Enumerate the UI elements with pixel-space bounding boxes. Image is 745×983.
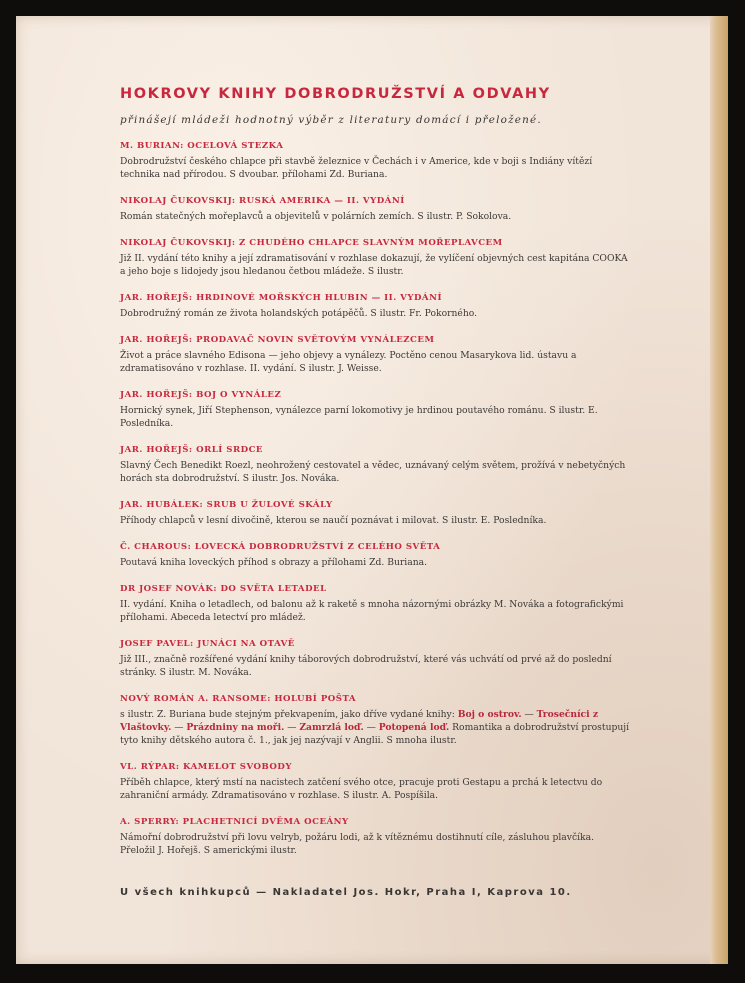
separator: — [521,709,537,720]
separator: — [363,722,379,733]
book-title-bold: Potopená loď. [378,722,450,733]
book-entry [120,444,630,485]
book-entry [120,693,630,747]
book-description: Dobrodružství českého chlapce při stavbě železnice v Čechách i v Americe, kde v boji s Indiány vítězí technika nad přírodou. S dvoubar. přílohami Zd. Buriana. [120,156,593,180]
book-heading: JAR. HOŘEJŠ: BOJ O VYNÁLEZ [120,390,282,400]
publisher-footer: U všech knihkupců — Nakladatel Jos. Hokr, Praha I, Kaprova 10. [120,887,572,898]
book-heading: JAR. HOŘEJŠ: ORLÍ SRDCE [120,445,263,455]
book-description: Slavný Čech Benedikt Roezl, neohrožený cestovatel a vědec, uznávaný celým světem, prožívá v nebetyčných horách sta dobrodružství. S ilustr. Jos. Nováka. [120,460,626,484]
spine-edge [710,16,728,964]
book-heading: A. SPERRY: PLACHETNICÍ DVĚMA OCEÁNY [120,817,349,827]
book-entry [120,583,630,624]
book-heading: JAR. HOŘEJŠ: PRODAVAČ NOVIN SVĚTOVÝM VYNÁLEZCEM [120,335,435,345]
book-entry [120,761,630,802]
book-entry [120,334,630,375]
catalog-content [120,86,630,898]
book-heading: JAR. HUBÁLEK: SRUB U ŽULOVÉ SKÁLY [120,500,333,510]
book-entry [120,292,630,320]
book-heading: DR JOSEF NOVÁK: DO SVĚTA LETADEL [120,584,327,594]
book-description: Poutavá kniha loveckých příhod s obrazy a přílohami Zd. Buriana. [120,557,428,568]
book-description: Příběh chlapce, který mstí na nacistech zatčení svého otce, pracuje proti Gestapu a prchá k letectvu do zahraniční armády. Zdramatisováno v rozhlase. S ilustr. A. Pospíšila. [120,777,603,801]
book-entry [120,541,630,569]
book-description: Příhody chlapců v lesní divočině, kterou se naučí poznávat i milovat. S ilustr. E. Posledníka. [120,515,547,526]
book-heading: NIKOLAJ ČUKOVSKIJ: RUSKÁ AMERIKA — II. VYDÁNÍ [120,196,405,206]
catalog-intro: přinášejí mládeži hodnotný výběr z literatury domácí i přeložené. [120,114,542,126]
book-cover [16,16,728,964]
description-text: s ilustr. Z. Buriana bude stejným překvapením, jako dříve vydané knihy: [120,709,458,720]
book-description: Život a práce slavného Edisona — jeho objevy a vynálezy. Poctěno cenou Masarykova lid. ústavu a zdramatisováno v rozhlase. II. vydání. S ilustr. J. Weisse. [120,350,577,374]
book-description: II. vydání. Kniha o letadlech, od balonu až k raketě s mnoha názornými obrázky M. Nováka a fotografickými přílohami. Abeceda letectví pro mládež. [120,599,624,623]
book-heading: NIKOLAJ ČUKOVSKIJ: Z CHUDÉHO CHLAPCE SLAVNÝM MOŘEPLAVCEM [120,238,503,248]
book-description [120,708,630,747]
book-description: Námořní dobrodružství při lovu velryb, požáru lodi, až k vítěznému dostihnutí cíle, zásluhou plavčíka. Přeložil J. Hořejš. S americkými ilustr. [120,832,595,856]
book-heading: NOVÝ ROMÁN A. RANSOME: HOLUBÍ POŠTA [120,694,357,704]
book-entry [120,140,630,181]
book-title-bold: Boj o ostrov. [457,709,522,720]
book-heading: JAR. HOŘEJŠ: HRDINOVÉ MOŘSKÝCH HLUBIN — II. VYDÁNÍ [120,293,442,303]
book-description: Hornický synek, Jiří Stephenson, vynálezce parní lokomotivy je hrdinou poutavého románu. S ilustr. E. Posledníka. [120,405,598,429]
book-description: Již III., značně rozšířené vydání knihy táborových dobrodružství, které vás uchvátí od prvé až do poslední stránky. S ilustr. M. Nováka. [120,654,612,678]
book-title-bold: Trosečníci z Vlaštovky. [120,709,599,733]
book-entry [120,499,630,527]
book-title-bold: Zamrzlá loď. [299,722,364,733]
book-description: Román statečných mořeplavců a objevitelů v polárních zemích. S ilustr. P. Sokolova. [120,211,512,222]
book-entry [120,195,630,223]
book-heading: VL. RÝPAR: KAMELOT SVOBODY [120,762,292,772]
book-entry [120,816,630,857]
separator: — [284,722,300,733]
separator: — [171,722,187,733]
catalog-title: HOKROVY KNIHY DOBRODRUŽSTVÍ A ODVAHY [120,86,551,102]
book-description: Již II. vydání této knihy a její zdramatisování v rozhlase dokazují, že vylíčení objevných cest kapitána COOKA a jeho boje s lidojedy jsou hledanou četbou mládeže. S ilustr. [120,253,628,277]
book-entry [120,389,630,430]
book-heading: JOSEF PAVEL: JUNÁCI NA OTAVĚ [120,639,295,649]
book-heading: M. BURIAN: OCELOVÁ STEZKA [120,141,284,151]
description-text: Romantika a dobrodružství prostupují tyto knihy dětského autora č. 1., jak jej nazývají v Anglii. S mnoha ilustr. [120,722,630,746]
book-title-bold: Prázdniny na moři. [186,722,285,733]
book-entry [120,237,630,278]
book-description: Dobrodružný román ze života holandských potápěčů. S ilustr. Fr. Pokorného. [120,308,478,319]
book-entry [120,638,630,679]
book-heading: Č. CHAROUS: LOVECKÁ DOBRODRUŽSTVÍ Z CELÉHO SVĚTA [120,542,441,552]
